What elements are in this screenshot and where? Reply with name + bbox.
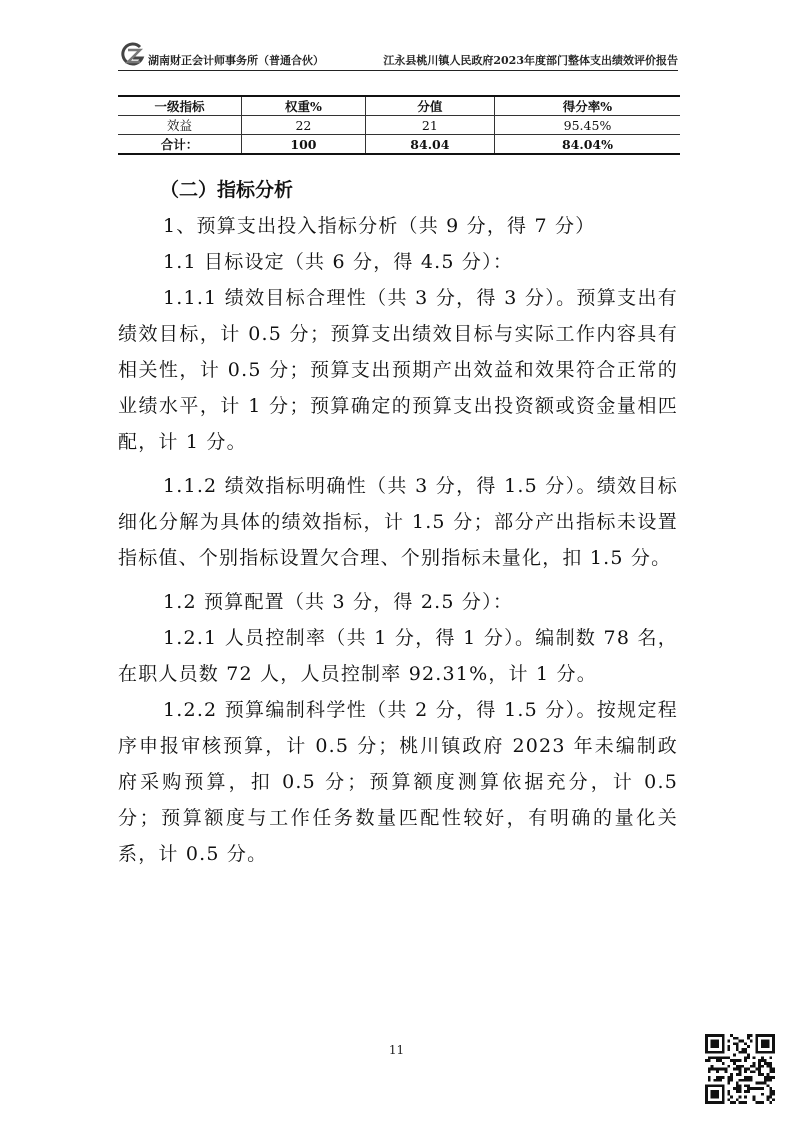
paragraph: 1.1.1 绩效目标合理性（共 3 分，得 3 分）。预算支出有绩效目标，计 0.5 分；预算支出绩效目标与实际工作内容具有相关性，计 0.5 分；预算支出预期产出效益和效果符合正常的业绩水平，计 1 分；预算确定的预算支出投资额或资金量相匹配，计 1 分。 xyxy=(118,287,678,453)
cell-rate: 95.45% xyxy=(495,116,681,135)
total-weight: 100 xyxy=(242,135,366,155)
table-total-row xyxy=(118,135,680,155)
header-rate: 得分率% xyxy=(495,96,681,116)
table-row xyxy=(118,116,680,135)
score-table xyxy=(118,95,680,155)
paragraph: 1.2.1 人员控制率（共 1 分，得 1 分）。编制数 78 名，在职人员数 72 人，人员控制率 92.31%，计 1 分。 xyxy=(118,627,678,685)
header-score: 分值 xyxy=(365,96,494,116)
report-title: 江永县桃川镇人民政府2023年度部门整体支出绩效评价报告 xyxy=(383,54,678,67)
cell-weight: 22 xyxy=(242,116,366,135)
body-content xyxy=(118,172,678,872)
paragraph: 1.2 预算配置（共 3 分，得 2.5 分）： xyxy=(163,591,514,613)
paragraph: 1.1 目标设定（共 6 分，得 4.5 分）： xyxy=(163,251,514,273)
table-header-row xyxy=(118,96,680,116)
cell-score: 21 xyxy=(365,116,494,135)
section-heading: （二）指标分析 xyxy=(160,179,294,201)
paragraph: 1.2.2 预算编制科学性（共 2 分，得 1.5 分）。按规定程序申报审核预算，计 0.5 分；桃川镇政府 2023 年未编制政府采购预算，扣 0.5 分；预算额度测算依据充分，计 0.5 分；预算额度与工作任务数量匹配性较好，有明确的量化关系，计 0.5 分。 xyxy=(118,699,678,865)
total-rate: 84.04% xyxy=(495,135,681,155)
total-label: 合计： xyxy=(118,135,242,155)
qr-code-icon xyxy=(705,1034,775,1104)
paragraph: 1、预算支出投入指标分析（共 9 分，得 7 分） xyxy=(163,215,596,237)
firm-logo-icon xyxy=(118,42,148,66)
header-level1: 一级指标 xyxy=(118,96,242,116)
cell-level1: 效益 xyxy=(118,116,242,135)
paragraph: 1.1.2 绩效指标明确性（共 3 分，得 1.5 分）。绩效目标细化分解为具体的绩效指标，计 1.5 分；部分产出指标未设置指标值、个别指标设置欠合理、个别指标未量化，扣 1.5 分。 xyxy=(118,475,678,569)
page-header xyxy=(118,40,678,71)
total-score: 84.04 xyxy=(365,135,494,155)
header-weight: 权重% xyxy=(242,96,366,116)
firm-name: 湖南财正会计师事务所（普通合伙） xyxy=(148,54,324,67)
page-number: 11 xyxy=(388,1043,405,1057)
